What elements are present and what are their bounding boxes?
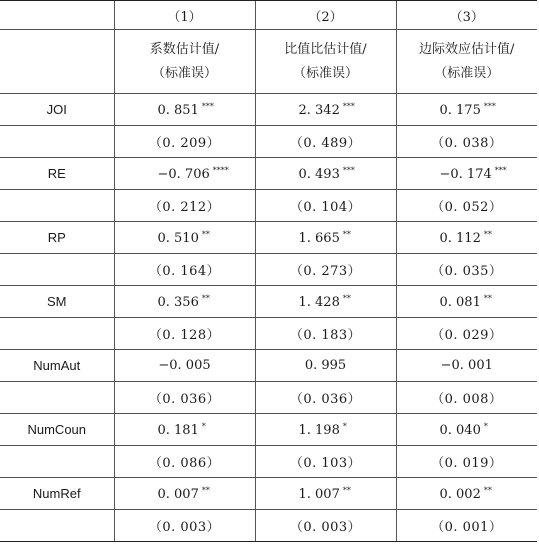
coefficient-cell — [396, 286, 537, 318]
significance-stars: ** — [201, 229, 210, 239]
coefficient-value: 1. 198 — [298, 422, 340, 438]
standard-error-cell: （0. 019） — [396, 446, 537, 478]
empty-label-cell — [0, 446, 114, 478]
coefficient-value: 0. 007 — [157, 486, 199, 502]
standard-error-cell: （0. 273） — [255, 254, 396, 286]
column-header-2-line1: 比值比估计值/ — [284, 41, 367, 57]
standard-error-row — [0, 382, 537, 414]
coefficient-row — [0, 158, 537, 190]
significance-stars: ** — [201, 485, 210, 495]
coefficient-value: 1. 428 — [298, 294, 340, 310]
variable-name: NumCoun — [0, 414, 114, 446]
coefficient-value: 0. 356 — [157, 294, 199, 310]
coefficient-cell — [114, 478, 255, 510]
significance-stars: *** — [342, 165, 355, 175]
coefficient-cell — [255, 350, 396, 382]
significance-stars: *** — [483, 101, 496, 111]
standard-error-cell: （0. 489） — [255, 126, 396, 158]
coefficient-cell — [255, 222, 396, 254]
coefficient-value: 0. 493 — [298, 166, 340, 182]
coefficient-cell — [114, 222, 255, 254]
standard-error-cell: （0. 008） — [396, 382, 537, 414]
standard-error-cell: （0. 164） — [114, 254, 255, 286]
coefficient-cell — [396, 222, 537, 254]
significance-stars: ** — [483, 485, 492, 495]
standard-error-cell: （0. 086） — [114, 446, 255, 478]
significance-stars: ** — [342, 293, 351, 303]
variable-name: RP — [0, 222, 114, 254]
coefficient-value: −0. 706 — [157, 166, 210, 182]
coefficient-cell — [114, 350, 255, 382]
standard-error-cell: （0. 036） — [114, 382, 255, 414]
variable-name: JOI — [0, 94, 114, 126]
coefficient-value: 0. 995 — [304, 358, 347, 373]
coefficient-cell — [114, 286, 255, 318]
empty-label-cell — [0, 510, 114, 542]
significance-stars: * — [201, 421, 206, 431]
column-header-3-line2: （标准误） — [434, 65, 500, 81]
coefficient-cell — [396, 414, 537, 446]
coefficient-value: −0. 001 — [440, 358, 493, 373]
standard-error-cell: （0. 029） — [396, 318, 537, 350]
coefficient-row — [0, 478, 537, 510]
coefficient-row — [0, 94, 537, 126]
coefficient-cell — [396, 94, 537, 126]
coefficient-value: 0. 851 — [157, 102, 199, 118]
column-header-2-line2: （标准误） — [292, 65, 358, 81]
empty-label-cell — [0, 254, 114, 286]
column-header-1 — [114, 30, 255, 94]
coefficient-value: 0. 175 — [439, 102, 481, 118]
column-number-2: （2） — [255, 1, 396, 30]
coefficient-value: 0. 081 — [439, 294, 481, 310]
coefficient-value: −0. 174 — [439, 166, 492, 182]
standard-error-row — [0, 190, 537, 222]
significance-stars: **** — [212, 165, 229, 175]
significance-stars: ** — [483, 293, 492, 303]
coefficient-value: 0. 181 — [157, 422, 199, 438]
column-header-row — [0, 30, 537, 94]
coefficient-value: −0. 005 — [158, 358, 211, 373]
standard-error-row — [0, 254, 537, 286]
standard-error-cell: （0. 036） — [255, 382, 396, 414]
standard-error-cell: （0. 128） — [114, 318, 255, 350]
coefficient-cell — [396, 158, 537, 190]
coefficient-value: 0. 002 — [439, 486, 481, 502]
coefficient-value: 2. 342 — [298, 102, 340, 118]
coefficient-cell — [255, 478, 396, 510]
standard-error-cell: （0. 209） — [114, 126, 255, 158]
column-header-2 — [255, 30, 396, 94]
coefficient-row — [0, 414, 537, 446]
coefficient-cell — [255, 158, 396, 190]
coefficient-row — [0, 222, 537, 254]
coefficient-cell — [255, 94, 396, 126]
header-corner-cell — [0, 30, 114, 94]
standard-error-row — [0, 318, 537, 350]
column-number-1: （1） — [114, 1, 255, 30]
coefficient-cell — [114, 158, 255, 190]
standard-error-cell: （0. 035） — [396, 254, 537, 286]
significance-stars: *** — [201, 101, 214, 111]
coefficient-row — [0, 286, 537, 318]
coefficient-cell — [114, 414, 255, 446]
coefficient-value: 1. 665 — [298, 230, 340, 246]
column-number-row — [0, 1, 537, 30]
significance-stars: * — [483, 421, 488, 431]
significance-stars: ** — [201, 293, 210, 303]
variable-name: NumAut — [0, 350, 114, 382]
column-header-1-line2: （标准误） — [151, 65, 217, 81]
standard-error-cell: （0. 003） — [255, 510, 396, 542]
coefficient-cell — [255, 286, 396, 318]
coefficient-row — [0, 350, 537, 382]
empty-label-cell — [0, 318, 114, 350]
empty-label-cell — [0, 382, 114, 414]
significance-stars: *** — [342, 101, 355, 111]
coefficient-cell — [396, 478, 537, 510]
standard-error-cell: （0. 038） — [396, 126, 537, 158]
coefficient-value: 1. 007 — [298, 486, 340, 502]
standard-error-cell: （0. 052） — [396, 190, 537, 222]
coefficient-cell — [396, 350, 537, 382]
variable-name: NumRef — [0, 478, 114, 510]
standard-error-row — [0, 446, 537, 478]
column-header-1-line1: 系数估计值/ — [149, 41, 220, 57]
standard-error-cell: （0. 104） — [255, 190, 396, 222]
table-body — [0, 94, 537, 542]
empty-label-cell — [0, 126, 114, 158]
standard-error-cell: （0. 003） — [114, 510, 255, 542]
standard-error-cell: （0. 212） — [114, 190, 255, 222]
significance-stars: * — [342, 421, 347, 431]
significance-stars: ** — [483, 229, 492, 239]
coefficient-cell — [255, 414, 396, 446]
significance-stars: ** — [342, 485, 351, 495]
significance-stars: *** — [494, 165, 507, 175]
column-header-3-line1: 边际效应估计值/ — [419, 41, 515, 57]
coefficient-value: 0. 510 — [157, 230, 199, 246]
corner-cell — [0, 1, 114, 30]
standard-error-row — [0, 510, 537, 542]
standard-error-cell: （0. 103） — [255, 446, 396, 478]
standard-error-cell: （0. 183） — [255, 318, 396, 350]
empty-label-cell — [0, 190, 114, 222]
coefficient-value: 0. 112 — [439, 230, 481, 246]
significance-stars: ** — [342, 229, 351, 239]
coefficient-cell — [114, 94, 255, 126]
variable-name: SM — [0, 286, 114, 318]
column-number-3: （3） — [396, 1, 537, 30]
coefficient-value: 0. 040 — [439, 422, 481, 438]
column-header-3 — [396, 30, 537, 94]
standard-error-cell: （0. 001） — [396, 510, 537, 542]
variable-name: RE — [0, 158, 114, 190]
standard-error-row — [0, 126, 537, 158]
